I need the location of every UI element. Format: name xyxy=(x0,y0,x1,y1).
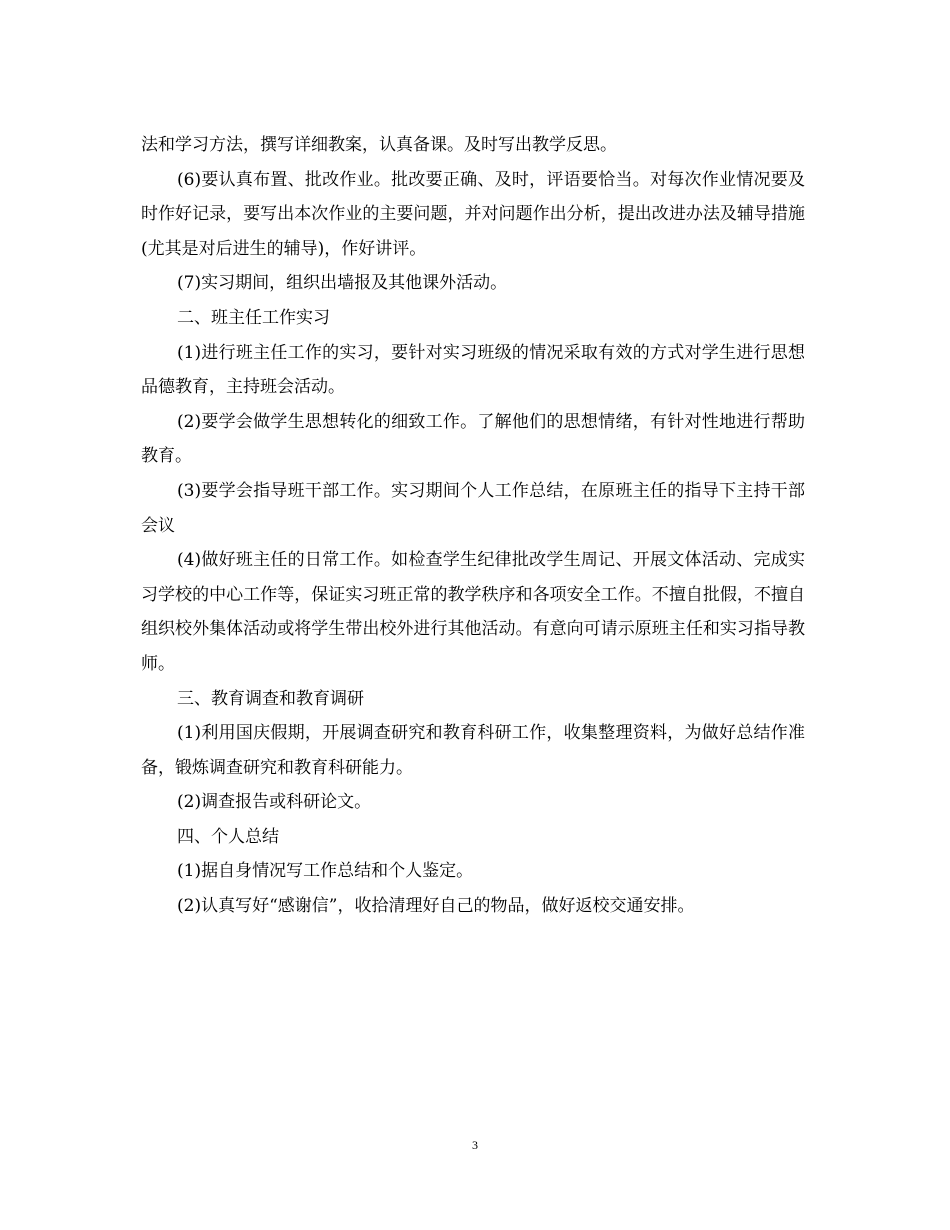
paragraph-continuation: 法和学习方法，撰写详细教案，认真备课。及时写出教学反思。 xyxy=(141,135,617,155)
paragraph-homeroom-4: (4)做好班主任的日常工作。如检查学生纪律批改学生周记、开展文体活动、完成实习学校的中心工作等，保证实习班正常的教学秩序和各项安全工作。不擅自批假，不擅自组织校外集体活动或将学生带出校外进行其他活动。有意向可请示原班主任和实习指导教师。 xyxy=(141,550,805,674)
paragraph-research-1: (1)利用国庆假期，开展调查研究和教育科研工作，收集整理资料，为做好总结作准备，锻炼调查研究和教育科研能力。 xyxy=(141,723,805,778)
paragraph-summary-2: (2)认真写好“感谢信”，收拾清理好自己的物品，做好返校交通安排。 xyxy=(177,896,695,917)
paragraph-activities: (7)实习期间，组织出墙报及其他课外活动。 xyxy=(177,273,508,294)
section-heading-homeroom: 二、班主任工作实习 xyxy=(177,307,330,328)
paragraph-summary-1: (1)据自身情况写工作总结和个人鉴定。 xyxy=(177,861,474,882)
paragraph-homeroom-3: (3)要学会指导班干部工作。实习期间个人工作总结，在原班主任的指导下主持干部会议 xyxy=(141,480,805,536)
paragraph-homework: (6)要认真布置、批改作业。批改要正确、及时，评语要恰当。对每次作业情况要及时作好记录，要写出本次作业的主要问题，并对问题作出分析，提出改进办法及辅导措施(尤其是对后进生的辅导)，作好讲评。 xyxy=(141,169,805,259)
section-heading-research: 三、教育调查和教育调研 xyxy=(177,688,364,709)
paragraph-homeroom-2: (2)要学会做学生思想转化的细致工作。了解他们的思想情绪，有针对性地进行帮助教育。 xyxy=(141,411,805,467)
page-number: 3 xyxy=(472,1138,478,1152)
paragraph-research-2: (2)调查报告或科研论文。 xyxy=(177,792,372,813)
section-heading-summary: 四、个人总结 xyxy=(177,826,279,847)
document-body xyxy=(141,128,805,924)
paragraph-homeroom-1: (1)进行班主任工作的实习，要针对实习班级的情况采取有效的方式对学生进行思想品德教育，主持班会活动。 xyxy=(141,342,805,398)
